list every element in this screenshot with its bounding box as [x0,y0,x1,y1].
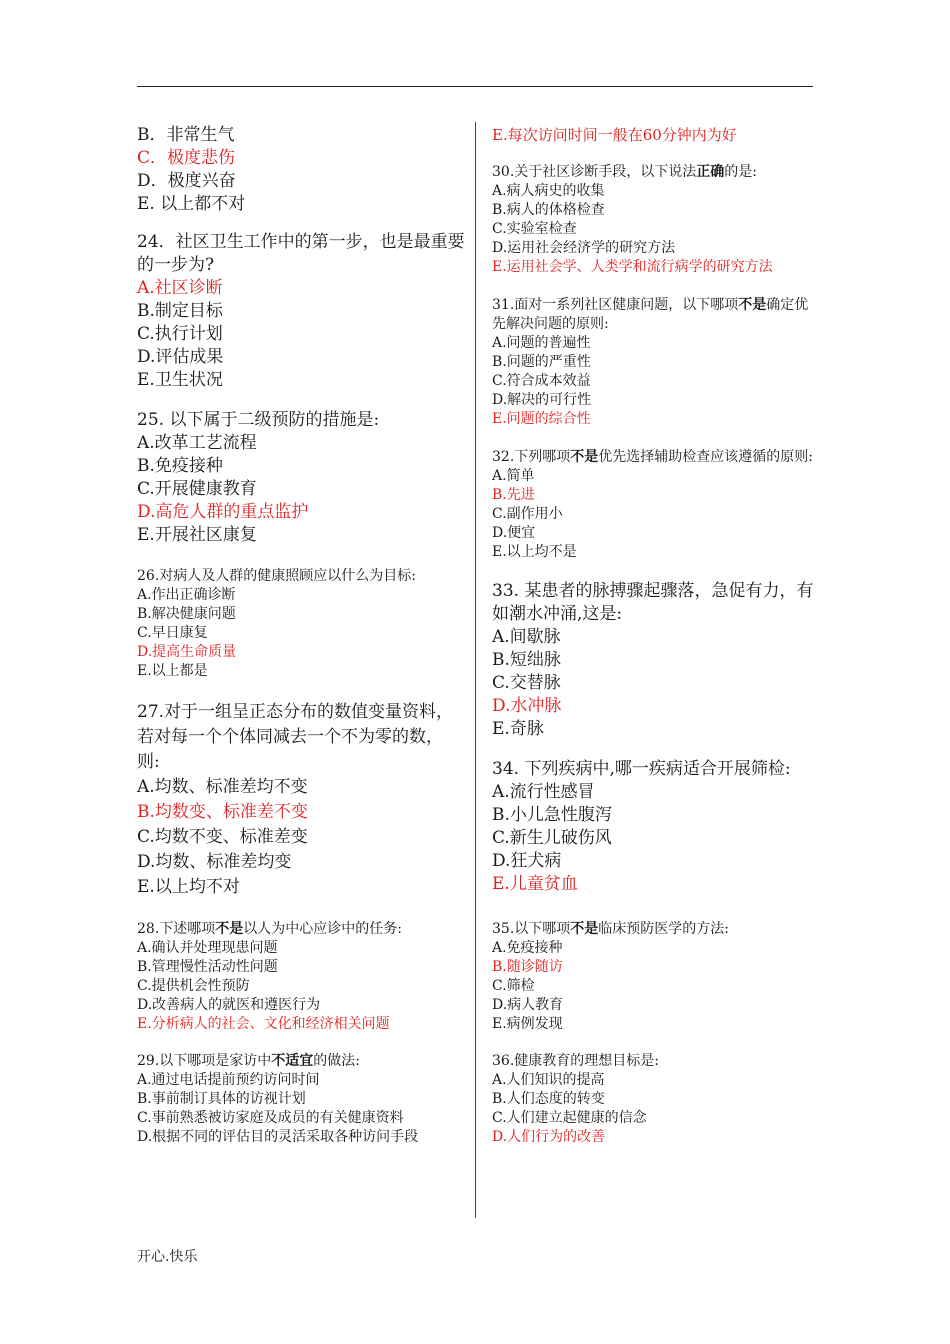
option-b-correct: B.随诊随访 [492,959,563,975]
option-b: B.小儿急性腹泻 [492,805,612,825]
option-c: C.人们建立起健康的信念 [492,1110,647,1126]
option-c: C.符合成本效益 [492,373,591,389]
option-e: E.病例发现 [492,1016,563,1032]
question-stem: 24．社区卫生工作中的第一步，也是最重要的一步为? [137,232,465,275]
question-stem: 32.下列哪项不是优先选择辅助检查应该遵循的原则: [492,449,813,465]
question-30 [492,163,814,277]
question-36 [492,1052,814,1147]
option-c: C.副作用小 [492,506,563,522]
option-e: E. 以上都不对 [137,194,246,214]
option-d: D．极度兴奋 [137,171,236,191]
option-b: B.人们态度的转变 [492,1091,605,1107]
option-e: E.以上均不是 [492,544,577,560]
option-d: D.改善病人的就医和遵医行为 [137,997,321,1013]
option-c: C.早日康复 [137,625,208,641]
option-d: D.均数、标准差均变 [137,852,292,872]
option-b: B.制定目标 [137,301,223,321]
question-stem: 31.面对一系列社区健康问题，以下哪项不是确定优先解决问题的原则: [492,297,809,332]
question-stem: 36.健康教育的理想目标是: [492,1053,659,1069]
question-23-continued [137,124,465,216]
option-b: B.解决健康问题 [137,606,236,622]
question-stem: 30.关于社区诊断手段，以下说法正确的是: [492,164,757,180]
question-stem: 26.对病人及人群的健康照顾应以什么为目标: [137,568,416,584]
question-31 [492,296,814,429]
option-a: A.人们知识的提高 [492,1072,605,1088]
question-33 [492,580,814,741]
option-a: A.流行性感冒 [492,782,595,802]
question-24 [137,231,465,392]
option-c: C.均数不变、标准差变 [137,827,308,847]
option-b: B.事前制订具体的访视计划 [137,1091,306,1107]
option-a: A.通过电话提前预约访问时间 [137,1072,320,1088]
question-27 [137,700,465,900]
option-d: D.狂犬病 [492,851,562,871]
option-a-correct: A.社区诊断 [137,278,223,298]
question-stem: 33. 某患者的脉搏骤起骤落，急促有力，有如潮水冲涌,这是: [492,581,814,624]
right-column [492,124,814,1147]
question-26 [137,567,465,681]
option-e: E.奇脉 [492,719,544,739]
option-c: C.实验室检查 [492,221,577,237]
option-b: B.病人的体格检查 [492,202,605,218]
option-a: A.确认并处理现患问题 [137,940,278,956]
option-e: E.以上都是 [137,663,208,679]
option-b: B.短绌脉 [492,650,561,670]
option-e-correct: E.每次访问时间一般在60分钟内为好 [492,126,737,144]
option-d: D.根据不同的评估目的灵活采取各种访问手段 [137,1129,419,1145]
option-d: D.病人教育 [492,997,564,1013]
option-b: B.管理慢性活动性问题 [137,959,278,975]
question-34 [492,758,814,896]
option-c: C.开展健康教育 [137,479,257,499]
option-a: A.免疫接种 [492,940,563,956]
option-b: B．非常生气 [137,125,235,145]
option-d-correct: D.提高生命质量 [137,644,237,660]
option-d-correct: D.水冲脉 [492,696,562,716]
question-stem: 25. 以下属于二级预防的措施是: [137,410,380,430]
left-column [137,124,465,1147]
option-c: C.执行计划 [137,324,223,344]
option-c: C.交替脉 [492,673,561,693]
question-stem: 27.对于一组呈正态分布的数值变量资料，若对每一个个体同减去一个不为零的数，则: [137,702,454,772]
option-d: D.便宜 [492,525,536,541]
question-32 [492,448,814,562]
option-a: A.问题的普遍性 [492,335,591,351]
option-c: C.事前熟悉被访家庭及成员的有关健康资料 [137,1110,404,1126]
option-a: A.均数、标准差均不变 [137,777,308,797]
option-a: A.改革工艺流程 [137,433,257,453]
option-d: D.评估成果 [137,347,224,367]
column-divider [475,122,476,1218]
question-stem: 28.下述哪项不是以人为中心应诊中的任务: [137,921,402,937]
question-29-continued [492,124,814,146]
question-29 [137,1052,465,1147]
option-e-correct: E.儿童贫血 [492,874,578,894]
option-a: A.间歇脉 [492,627,561,647]
option-e: E.开展社区康复 [137,525,257,545]
question-stem: 34. 下列疾病中,哪一疾病适合开展筛检: [492,759,791,779]
option-d-correct: D.高危人群的重点监护 [137,502,309,522]
option-b: B.问题的严重性 [492,354,591,370]
question-35 [492,920,814,1034]
option-a: A.病人病史的收集 [492,183,605,199]
option-c: C.提供机会性预防 [137,978,250,994]
option-e-correct: E.运用社会学、人类学和流行病学的研究方法 [492,259,773,275]
option-e-correct: E.问题的综合性 [492,411,591,427]
question-25 [137,409,465,547]
option-a: A.简单 [492,468,535,484]
option-e: E.以上均不对 [137,877,240,897]
option-c: C.筛检 [492,978,535,994]
option-b: B.免疫接种 [137,456,223,476]
option-c-correct: C．极度悲伤 [137,148,236,168]
option-d: D.运用社会经济学的研究方法 [492,240,676,256]
option-e-correct: E.分析病人的社会、文化和经济相关问题 [137,1016,390,1032]
question-stem: 35.以下哪项不是临床预防医学的方法: [492,921,729,937]
option-b-correct: B.均数变、标准差不变 [137,802,308,822]
question-28 [137,920,465,1034]
question-stem: 29.以下哪项是家访中不适宜的做法: [137,1053,360,1069]
option-a: A.作出正确诊断 [137,587,236,603]
option-d: D.解决的可行性 [492,392,592,408]
option-b-correct: B.先进 [492,487,535,503]
option-d-correct: D.人们行为的改善 [492,1129,606,1145]
option-c: C.新生儿破伤风 [492,828,612,848]
page-footer: 开心.快乐 [137,1249,198,1265]
option-e: E.卫生状况 [137,370,223,390]
header-rule [137,86,813,87]
